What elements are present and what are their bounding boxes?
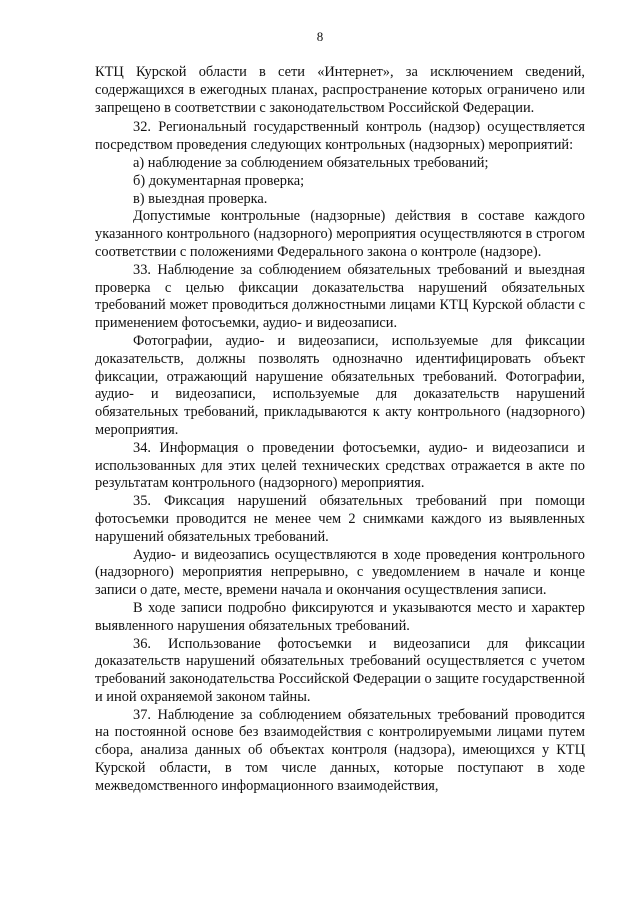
paragraph-36: 36. Использование фотосъемки и видеозаписи для фиксации доказательств нарушений обязательных требований осуществляется с учетом требований законодательства Российской Федерации о защите государственной и иной охраняемой законом тайны. [95, 635, 585, 705]
paragraph-37: 37. Наблюдение за соблюдением обязательных требований проводится на постоянной основе без взаимодействия с контролируемыми лицами путем сбора, анализа данных об объектах контроля (надзора), имеющихся у КТЦ Курской области, в том числе данных, которые поступают в ходе межведомственного информационного взаимодействия, [95, 706, 585, 794]
page-number: 8 [316, 29, 324, 44]
paragraph-photos: Фотографии, аудио- и видеозаписи, используемые для фиксации доказательств, должны позволять однозначно идентифицировать объект фиксации, отражающий нарушение обязательных требований. Фотографии, аудио- и видеозаписи, используемые для доказательств нарушений обязательных требований, прикладываются к акту контрольного (надзорного) мероприятия. [95, 332, 585, 438]
paragraph-permitted-actions: Допустимые контрольные (надзорные) действия в составе каждого указанного контрольного (надзорного) мероприятия осуществляются в строгом соответствии с положениями Федерального закона о контроле (надзоре). [95, 208, 585, 260]
document-body [95, 64, 585, 796]
paragraph-35: 35. Фиксация нарушений обязательных требований при помощи фотосъемки проводится не менее чем 2 снимками каждого из выявленных нарушений обязательных требований. [95, 493, 585, 545]
paragraph-32: 32. Региональный государственный контроль (надзор) осуществляется посредством проведения следующих контрольных (надзорных) мероприятий: [95, 119, 585, 154]
list-item-a: а) наблюдение за соблюдением обязательных требований; [133, 154, 489, 171]
list-item-c: в) выездная проверка. [133, 190, 268, 207]
list-item-b: б) документарная проверка; [133, 172, 305, 189]
paragraph-33: 33. Наблюдение за соблюдением обязательных требований и выездная проверка с целью фиксации доказательства нарушений обязательных требований может проводиться должностными лицами КТЦ Курской области с применением фотосъемки, аудио- и видеозаписи. [95, 261, 585, 332]
paragraph-audio-video: Аудио- и видеозапись осуществляются в ходе проведения контрольного (надзорного) мероприятия непрерывно, с уведомлением в начале и конце записи о дате, месте, времени начала и окончания осуществления записи. [95, 546, 585, 599]
paragraph-recording-details: В ходе записи подробно фиксируются и указываются место и характер выявленного нарушения обязательных требований. [95, 599, 585, 634]
paragraph-intro-continuation: КТЦ Курской области в сети «Интернет», за исключением сведений, содержащихся в ежегодных планах, распространение которых ограничено или запрещено в соответствии с законодательством Российской Федерации. [95, 64, 585, 116]
paragraph-34: 34. Информация о проведении фотосъемки, аудио- и видеозаписи и использованных для этих целей технических средствах отражается в акте по результатам контрольного (надзорного) мероприятия. [95, 439, 585, 492]
